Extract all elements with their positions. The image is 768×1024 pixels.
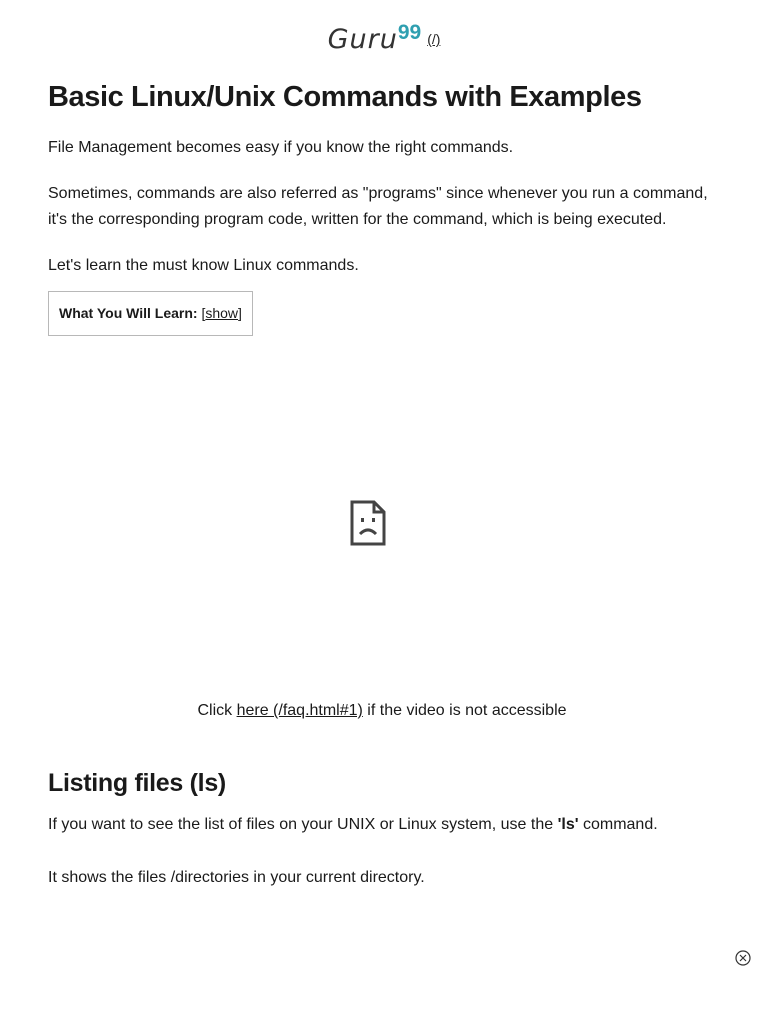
site-header [0, 21, 768, 64]
section-listing-files [48, 764, 728, 891]
toc-close-bracket: ] [238, 305, 242, 321]
para-text-end: command. [578, 816, 658, 833]
para-text: If you want to see the list of files on your UNIX or Linux system, use the [48, 816, 558, 833]
intro-paragraph-2: Sometimes, commands are also referred as "programs" since whenever you run a command, it's the corresponding program code, written for the command, which is being executed. [48, 185, 708, 228]
ls-command-highlight: 'ls' [557, 816, 579, 833]
close-circle-icon[interactable] [735, 950, 751, 966]
section-heading: Listing files (ls) [48, 769, 226, 797]
guru99-logo[interactable] [327, 21, 441, 64]
video-fallback-note [0, 698, 764, 724]
intro-paragraph-1: File Management becomes easy if you know the right commands. [48, 139, 514, 156]
broken-document-icon [350, 500, 386, 546]
page-title: Basic Linux/Unix Commands with Examples [48, 81, 642, 113]
section-paragraph-2: It shows the files /directories in your current directory. [48, 869, 425, 886]
video-note-suffix: if the video is not accessible [362, 702, 567, 719]
intro-paragraph-3: Let's learn the must know Linux commands. [48, 257, 359, 274]
video-embed[interactable] [0, 340, 768, 700]
logo-number[interactable]: 99 [397, 21, 422, 44]
article-intro [48, 76, 716, 336]
logo-text[interactable]: Guru [327, 24, 398, 55]
section-paragraph-1 [48, 812, 728, 838]
video-note-prefix: Click [197, 702, 237, 719]
home-link[interactable]: (/) [427, 31, 441, 47]
toc-label: What You Will Learn: [59, 305, 198, 321]
faq-link[interactable]: here (/faq.html#1) [236, 702, 363, 719]
toc-open-bracket: [ [201, 305, 206, 321]
table-of-contents-box [48, 291, 253, 336]
toc-show-toggle[interactable]: show [205, 305, 239, 321]
